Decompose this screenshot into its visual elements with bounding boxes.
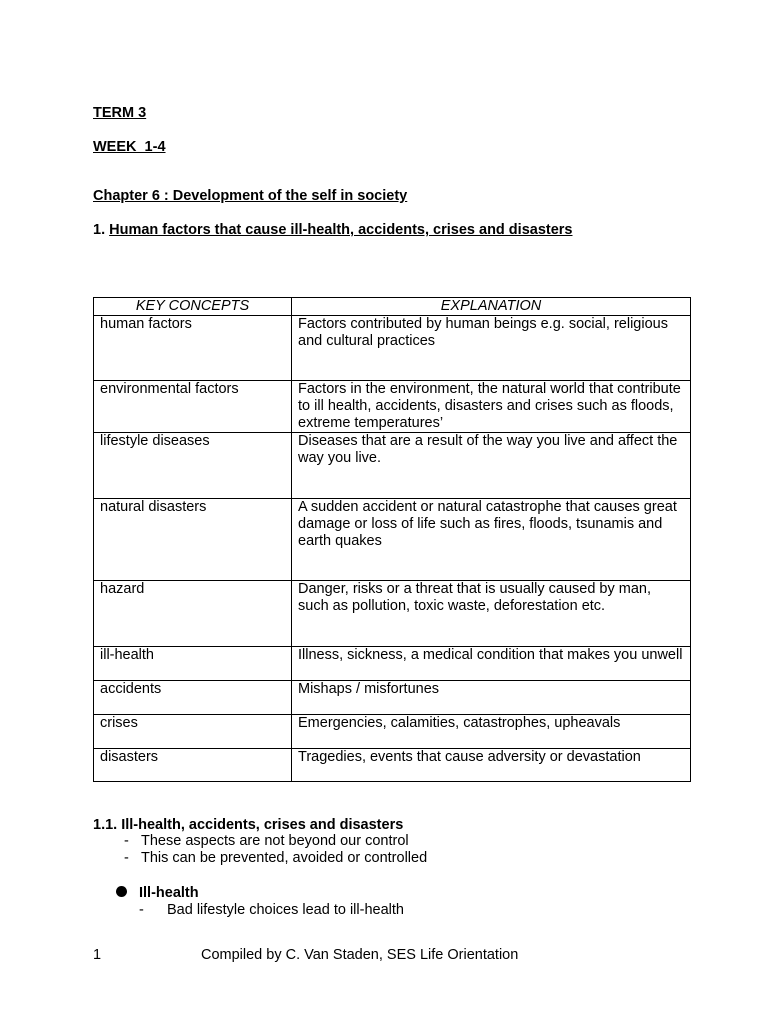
- chapter-heading: Chapter 6 : Development of the self in society: [93, 188, 408, 204]
- list-item: - This can be prevented, avoided or controlled: [124, 850, 684, 867]
- concept-cell: human factors: [94, 316, 292, 381]
- bullet-item: [116, 885, 127, 902]
- explanation-cell: Mishaps / misfortunes: [292, 681, 691, 715]
- concept-cell: accidents: [94, 681, 292, 715]
- table-row: [94, 681, 691, 715]
- section-number: 1.: [93, 222, 110, 238]
- subsection-heading: 1.1. Ill-health, accidents, crises and disasters: [93, 817, 404, 833]
- table-row: [94, 749, 691, 782]
- explanation-cell: Illness, sickness, a medical condition that makes you unwell: [292, 647, 691, 681]
- list-item: - These aspects are not beyond our control: [124, 833, 684, 850]
- section-title: Human factors that cause ill-health, accidents, crises and disasters: [109, 222, 573, 238]
- list-item: - Bad lifestyle choices lead to ill-health: [139, 902, 679, 919]
- concept-cell: disasters: [94, 749, 292, 782]
- concept-cell: ill-health: [94, 647, 292, 681]
- explanation-cell: A sudden accident or natural catastrophe that causes great damage or loss of life such as fires, floods, tsunamis and earth quakes: [292, 499, 691, 581]
- column-header-explanation: EXPLANATION: [292, 298, 691, 316]
- concept-cell: natural disasters: [94, 499, 292, 581]
- concept-cell: lifestyle diseases: [94, 433, 292, 499]
- concept-cell: hazard: [94, 581, 292, 647]
- explanation-cell: Diseases that are a result of the way you live and affect the way you live.: [292, 433, 691, 499]
- table-row: [94, 316, 691, 381]
- table-row: [94, 647, 691, 681]
- term-heading: TERM 3: [93, 105, 147, 121]
- page-number: 1: [93, 947, 102, 963]
- key-concepts-table: [93, 297, 691, 782]
- explanation-cell: Factors in the environment, the natural world that contribute to ill health, accidents, disasters and crises such as floods, extreme temperatures’: [292, 381, 691, 433]
- concept-cell: environmental factors: [94, 381, 292, 433]
- bullet-heading: Ill-health: [139, 885, 199, 901]
- section-heading: [93, 221, 573, 239]
- explanation-cell: Tragedies, events that cause adversity or devastation: [292, 749, 691, 782]
- table-row: [94, 499, 691, 581]
- subsection-points: [124, 833, 684, 867]
- table-row: [94, 433, 691, 499]
- column-header-concepts: KEY CONCEPTS: [94, 298, 292, 316]
- concept-cell: crises: [94, 715, 292, 749]
- explanation-cell: Factors contributed by human beings e.g. social, religious and cultural practices: [292, 316, 691, 381]
- table-row: [94, 581, 691, 647]
- bullet-icon: [116, 886, 127, 897]
- table-row: [94, 381, 691, 433]
- table-header-row: [94, 298, 691, 316]
- explanation-cell: Emergencies, calamities, catastrophes, upheavals: [292, 715, 691, 749]
- week-heading: WEEK 1-4: [93, 139, 166, 155]
- table-row: [94, 715, 691, 749]
- bullet-points: [139, 902, 679, 919]
- explanation-cell: Danger, risks or a threat that is usually caused by man, such as pollution, toxic waste, deforestation etc.: [292, 581, 691, 647]
- footer-credit: Compiled by C. Van Staden, SES Life Orientation: [201, 947, 519, 963]
